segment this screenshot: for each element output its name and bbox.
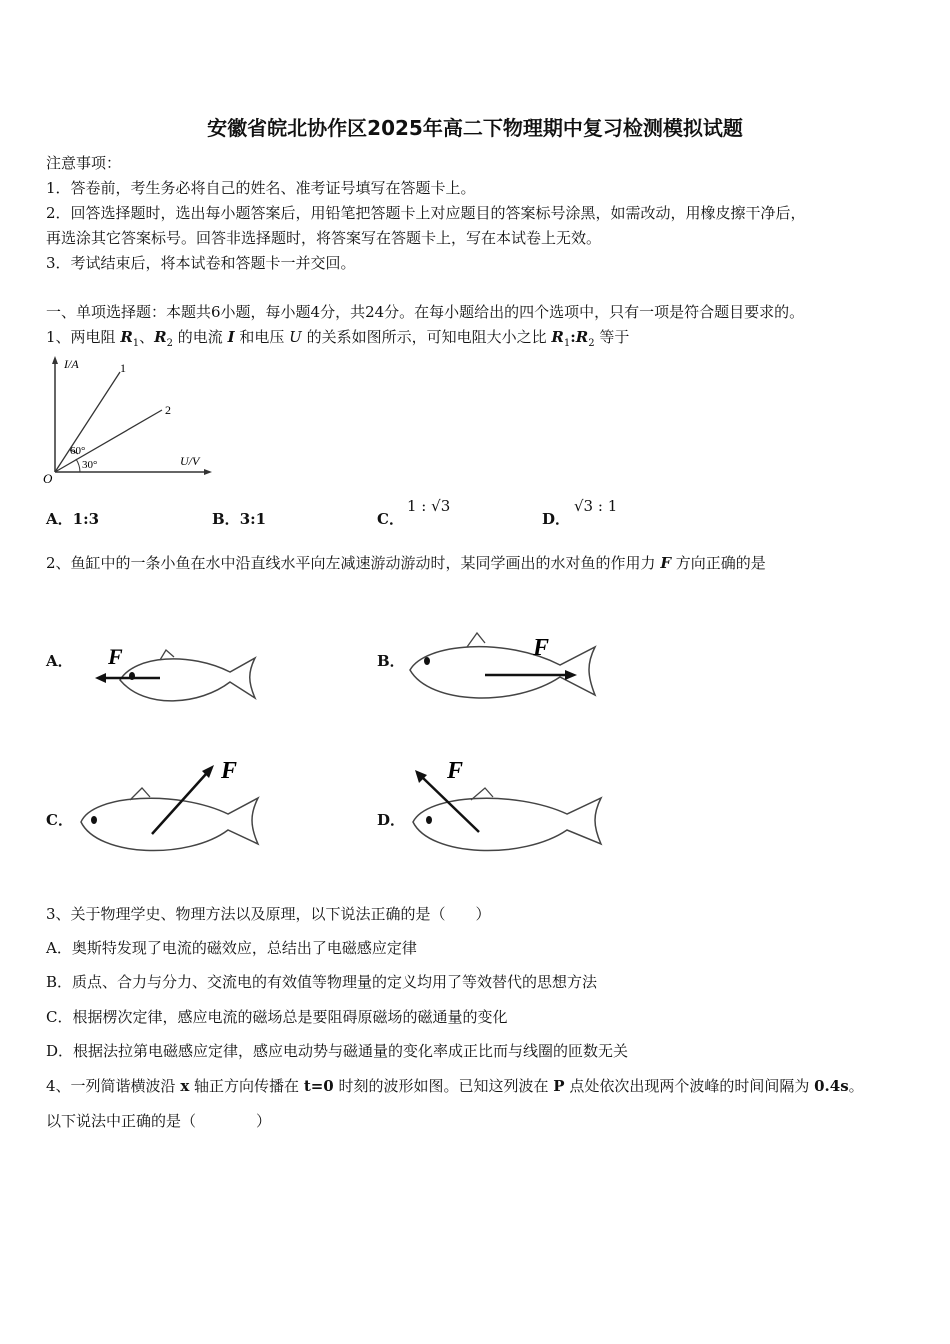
q3-option-c: C．根据楞次定律，感应电流的磁场总是要阻碍原磁场的磁通量的变化: [46, 1008, 508, 1026]
q1-option-d-letter: D．: [542, 510, 571, 528]
x-axis-label: U/V: [180, 454, 200, 468]
angle-60-label: 60°: [70, 445, 86, 457]
q2-option-c-letter: C．: [46, 811, 73, 829]
q3-option-a: A．奥斯特发现了电流的磁效应，总结出了电磁感应定律: [46, 939, 417, 957]
line-1-label: 1: [120, 361, 126, 375]
fish-d-force-label: F: [447, 758, 464, 784]
notes-item-2-cont: 再选涂其它答案标号。回答非选择题时，将答案写在答题卡上，写在本试卷上无效。: [46, 229, 602, 247]
fish-d-eye: [426, 816, 432, 824]
page-title: 安徽省皖北协作区2025年高二下物理期中复习检测模拟试题: [207, 116, 743, 140]
origin-label: O: [43, 471, 53, 486]
angle-30-label: 30°: [82, 459, 98, 471]
fish-c-body: [81, 798, 258, 851]
fish-b-fin: [467, 633, 485, 647]
q1-option-c-letter: C．: [377, 510, 404, 528]
x-axis-arrow: [204, 469, 212, 475]
fish-b-force-label: F: [533, 635, 550, 661]
notes-item-3: 3．考试结束后，将本试卷和答题卡一并交回。: [46, 254, 356, 272]
q1-option-c-text: 1 : √3: [407, 497, 451, 515]
question-2-stem: 2、鱼缸中的一条小鱼在水中沿直线水平向左减速游动游动时，某同学画出的水对鱼的作用力 F 方向正确的是: [46, 554, 766, 572]
fish-c-figure: [78, 752, 268, 867]
fish-a-force-arrowhead: [95, 673, 106, 683]
line-2-label: 2: [165, 403, 171, 417]
iu-graph: [40, 352, 220, 487]
notes-item-1: 1．答卷前，考生务必将自己的姓名、准考证号填写在答题卡上。: [46, 179, 476, 197]
fish-a-figure: [90, 640, 265, 710]
question-4-prompt: 以下说法中正确的是（ ）: [46, 1112, 272, 1130]
fish-b-force-arrowhead: [565, 670, 577, 680]
q3-option-d: D．根据法拉第电磁感应定律，感应电动势与磁通量的变化率成正比而与线圈的匝数无关: [46, 1042, 629, 1060]
fish-c-eye: [91, 816, 97, 824]
fish-d-body: [413, 798, 601, 851]
q2-option-b-letter: B．: [377, 652, 405, 670]
y-axis-label: I/A: [64, 357, 79, 371]
fish-d-figure: [405, 752, 610, 867]
question-3-stem: 3、关于物理学史、物理方法以及原理，以下说法正确的是（ ）: [46, 905, 491, 923]
notes-item-2: 2．回答选择题时，选出每小题答案后，用铅笔把答题卡上对应题目的答案标号涂黑，如需改动，用橡皮擦干净后，: [46, 204, 806, 222]
y-axis-arrow: [52, 356, 58, 364]
q1-option-a: A．1:3: [46, 510, 100, 528]
question-4-stem: 4、一列简谐横波沿 x 轴正方向传播在 t=0 时刻的波形如图。已知这列波在 P 点处依次出现两个波峰的时间间隔为 0.4s。: [46, 1077, 864, 1095]
q3-option-b: B．质点、合力与分力、交流电的有效值等物理量的定义均用了等效替代的思想方法: [46, 973, 598, 991]
fish-d-force-arrow: [423, 778, 479, 832]
fish-b-figure: [405, 625, 605, 710]
line-2: [55, 410, 162, 472]
angle-arc-30: [76, 459, 80, 472]
fish-c-force-label: F: [221, 758, 238, 784]
q1-option-d-text: √3 : 1: [574, 497, 618, 515]
question-1-stem: 1、两电阻 $R_1$、$R_2$ 的电流 I 和电压 U 的关系如图所示，可知电阻大小之比 $R_1:R_2$ 等于: [46, 328, 630, 349]
line-1: [55, 372, 120, 472]
fish-b-eye: [424, 657, 430, 665]
fish-a-body: [120, 658, 255, 701]
notes-heading: 注意事项：: [46, 154, 122, 172]
q2-option-d-letter: D．: [377, 811, 406, 829]
section-heading: 一、单项选择题：本题共6小题，每小题4分，共24分。在每小题给出的四个选项中，只有一项是符合题目要求的。: [46, 303, 805, 321]
q2-option-a-letter: A．: [46, 652, 73, 670]
fish-a-force-label: F: [108, 644, 123, 669]
q1-option-b: B．3:1: [212, 510, 267, 528]
